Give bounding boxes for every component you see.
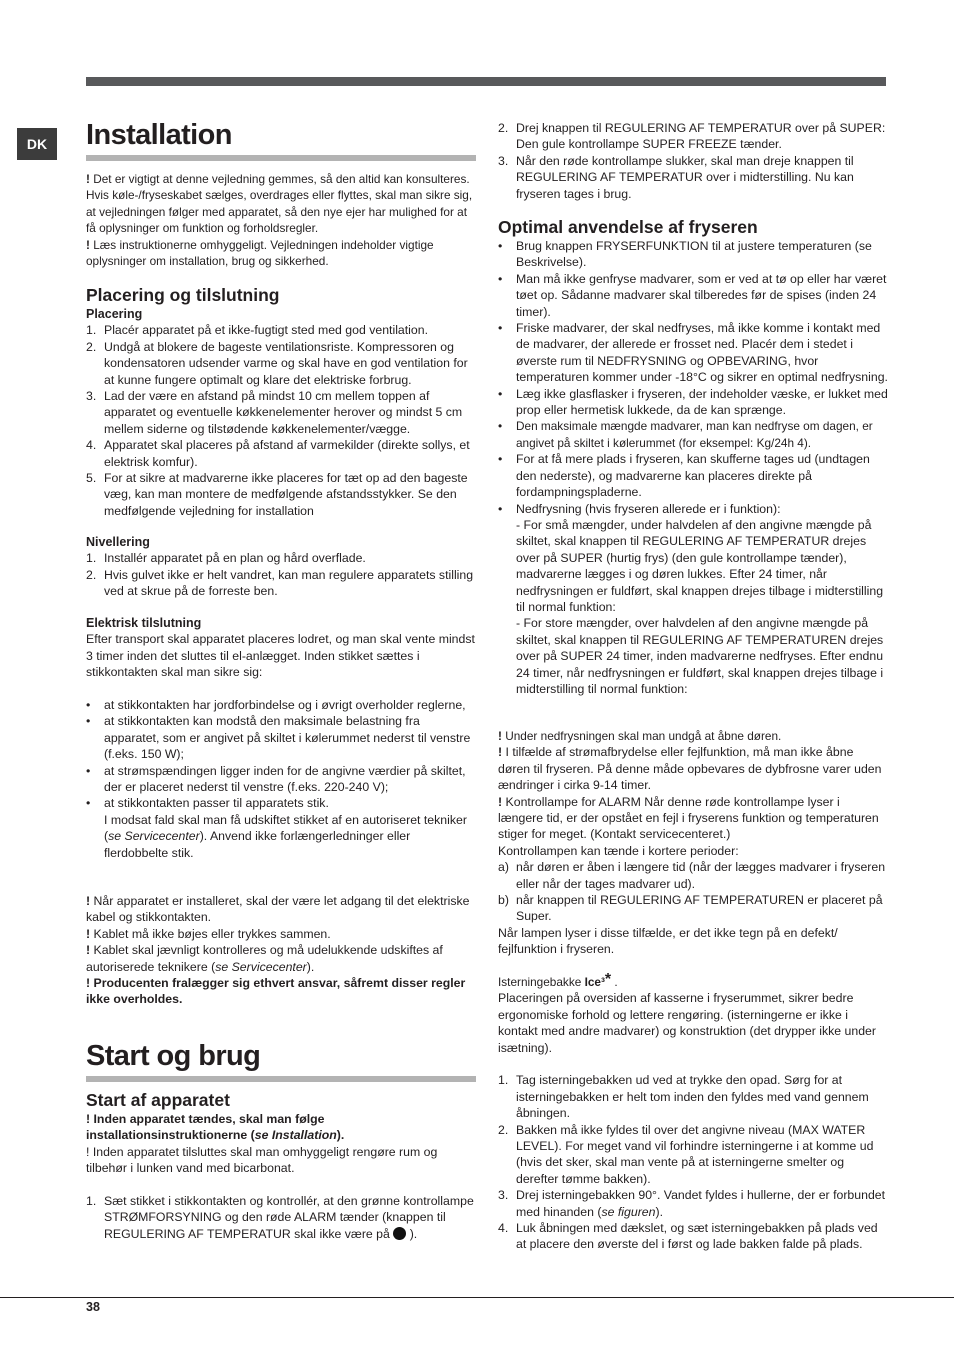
list-text: når døren er åben i længere tid (når der lægges madvarer i fryseren eller når der tages madvarer ud).: [516, 860, 886, 891]
list-item: [498, 1187, 888, 1220]
ice-brand: Ice³: [584, 975, 605, 989]
list-text: ).: [655, 1204, 663, 1219]
start-title-rule: [86, 1076, 476, 1082]
bullet-mark: •: [498, 501, 503, 516]
warning-text: Kablet må ikke bøjes eller trykkes sammen.: [93, 926, 331, 941]
list-continuation: [86, 812, 476, 861]
text-run: .: [614, 975, 618, 989]
list-number: 1.: [86, 551, 97, 566]
optimal-heading: Optimal anvendelse af fryseren: [498, 217, 758, 237]
installation-heading-block: [86, 117, 476, 161]
list-text: Sæt stikket i stikkontakten og kontrollér, at den grønne kontrollampe STRØMFORSYNING og den røde ALARM tænder (knappen til REGULERING AF TEMPERATUR skal ikke være på: [104, 1194, 474, 1241]
list-text: Hvis gulvet ikke er helt vandret, kan man regulere apparatets stilling ved at skrue på de forreste ben.: [104, 567, 474, 599]
list-item: [86, 1193, 476, 1242]
list-item: [86, 795, 476, 811]
language-tab: DK: [17, 128, 57, 160]
warning-text-italic: se Servicecenter: [215, 959, 307, 974]
placering-section: [86, 284, 476, 519]
list-text: Luk åbningen med dækslet, og sæt isterningebakken på plads ved at placere den øverste del i først og lade bakken falde på plads.: [516, 1221, 878, 1252]
warning-text: ).: [306, 959, 315, 974]
ice-tray-label: [498, 972, 888, 990]
warning-mark: !: [86, 172, 90, 186]
list-text: at stikkontakten passer til apparatets stik.: [104, 796, 329, 811]
start-note-2: ! Inden apparatet tilsluttes skal man omhyggeligt rengøre rum og tilbehør i lunken vand med bicarbonat.: [86, 1144, 438, 1176]
placering-subheading: Placering: [86, 307, 143, 321]
list-item: [498, 120, 888, 153]
list-item: [498, 238, 888, 271]
list-text: Man må ikke genfryse madvarer, som er ved at tø op eller har været tøet op. Sådanne madvarer skal tilberedes før de spises (inden 24 timer).: [516, 271, 887, 319]
placering-list: [86, 322, 476, 519]
start-title: Start og brug: [86, 1040, 261, 1072]
list-number: 1.: [86, 1194, 97, 1209]
intro-paragraph-2: [86, 237, 476, 270]
list-text: når knappen til REGULERING AF TEMPERATUREN er placeret på Super.: [516, 893, 883, 924]
intro-text-2: Læs instruktionerne omhyggeligt. Vejledningen indeholder vigtige oplysninger om installation, brug og sikkerhed.: [86, 237, 434, 269]
text-run: I modsat fald skal man få udskiftet stikket af en autoriseret tekniker (: [104, 812, 467, 844]
list-item: [498, 386, 888, 419]
bullet-mark: •: [498, 452, 503, 467]
nedfrys-small-amounts: - For små mængder, under halvdelen af den angivne mængde på skiltet, skal knappen til REGULERING AF TEMPERATUR drejes over på SUPER (hurtig frys) (den gule kontrollampe tænder), madvarerne lægges i og døren lukkes. Efter 24 timer, når nedfrysningen er fuldført, skal knappen drejes tilbage i midterstilling til normal funktion:: [516, 517, 884, 614]
nedfrys-large-amounts: - For store mængder, over halvdelen af den angivne mængde på skiltet, skal knappen til REGULERING AF TEMPERATUREN drejes over på SUPER 24 timer, inden madvarerne nedfryses. Efter endnu 24 timer, når nedfrysningen er fuldført, skal knappen drejes tilbage i midterstilling til normal funktion:: [516, 616, 884, 696]
note-2: [498, 744, 888, 793]
list-item: [86, 550, 476, 566]
list-item: [498, 501, 888, 517]
placering-heading: Placering og tilslutning: [86, 285, 280, 305]
text-run: ). Anvend ikke forlængerledninger eller flerdobbelte stik.: [104, 829, 411, 860]
note-3: [498, 794, 888, 843]
list-item: [86, 713, 476, 762]
list-number: 2.: [498, 121, 509, 135]
list-item: [86, 470, 476, 519]
list-item: [498, 859, 888, 892]
bullet-mark: •: [86, 714, 91, 729]
text-run: Isterningebakke: [498, 975, 582, 989]
warnings-block: [86, 893, 476, 1008]
note-text: Kontrollampe for ALARM Når denne røde kontrollampe lyser i længere tid, er der opstået en fejl i fryserens funktion og temperaturen stiger for meget. (Kontakt servicecenteret.): [498, 794, 879, 842]
list-text: Drej knappen til REGULERING AF TEMPERATUR over på SUPER: Den gule kontrollampe SUPER FREEZE tænder.: [516, 121, 886, 152]
list-number: 2.: [86, 567, 97, 582]
list-text: Brug knappen FRYSERFUNKTION til at justere temperaturen (se Beskrivelse).: [516, 239, 872, 270]
warning-mark: !: [498, 745, 503, 760]
list-item: [86, 763, 476, 796]
bullet-mark: •: [86, 796, 91, 811]
list-number: 5.: [86, 471, 97, 486]
list-text: Den maksimale mængde madvarer, man kan nedfryse om dagen, er angivet på skiltet i kølerummet (for eksempel: Kg/24h 4).: [516, 419, 873, 450]
list-text: at stikkontakten har jordforbindelse og i øvrigt overholder reglerne,: [104, 698, 466, 713]
list-text: For at få mere plads i fryseren, kan skufferne tages ud (undtagen den nederste), og madvarerne kan placeres direkte på fordampningspladerne.: [516, 452, 870, 500]
ice-tray-section: [498, 972, 888, 1253]
list-text: Nedfrysning (hvis fryseren allerede er i funktion):: [516, 501, 781, 516]
list-item: [498, 153, 888, 202]
list-number: 4.: [498, 1221, 509, 1236]
installation-title: Installation: [86, 119, 232, 151]
bullet-mark: •: [498, 239, 503, 253]
note-3-continued: Kontrollampen kan tænde i kortere perioder:: [498, 843, 739, 858]
list-text: at strømspændingen ligger inden for de angivne værdier på skiltet, der er placeret nederst til venstre (f.eks. 220-240 V);: [104, 763, 466, 795]
list-letter: a): [498, 860, 509, 875]
list-text: at stikkontakten kan modstå den maksimale belastning fra apparatet, som er angivet på skiltet i kølerummet nederst til venstre (f.eks. 150 W);: [104, 714, 471, 762]
elektrisk-subheading: Elektrisk tilslutning: [86, 616, 202, 630]
start-heading-block: [86, 1038, 476, 1082]
list-item: [86, 322, 476, 338]
list-item: [498, 418, 888, 451]
bullet-mark: •: [498, 271, 503, 286]
start-section: [86, 1089, 476, 1242]
list-number: 2.: [498, 1122, 509, 1137]
list-text: Tag isterningebakken ud ved at trykke den opad. Sørg for at isterningebakken er helt tom inden den fyldes med vand gennem åbningen.: [516, 1073, 869, 1121]
list-item: [86, 388, 476, 437]
list-text: Friske madvarer, der skal nedfryses, må ikke komme i kontakt med de madvarer, der allerede er frosset ned. Placér dem i stedet i øverste rum til NEDFRYSNING og OPBEVARING, hvor temperaturen kommer under -18°C og sikrer en optimal nedfrysning.: [516, 321, 888, 385]
top-rule: [86, 77, 886, 86]
list-text: Apparatet skal placeres på afstand af varmekilder (direkte sollys, et elektrisk komfur).: [104, 438, 470, 469]
list-number: 3.: [498, 153, 509, 168]
list-item: [498, 451, 888, 500]
start-bold-note: [86, 1111, 476, 1144]
list-item: [498, 1072, 888, 1121]
note-text: I tilfælde af strømafbrydelse eller fejlfunktion, må man ikke åbne døren til fryseren. På denne måde opbevares de dybfrosne varer uden ændringer i cirka 9-14 timer.: [498, 745, 882, 793]
list-item: [498, 1220, 888, 1253]
text-run-italic: se Installation: [254, 1128, 337, 1143]
start-steps-continued: [498, 120, 888, 202]
list-letter: b): [498, 893, 509, 908]
page-number: 38: [86, 1300, 100, 1314]
list-text: Bakken må ikke fyldes til over det angivne niveau (MAX WATER LEVEL). For meget vand vil forhindre isterningerne i at komme ud (hvis det sker, skal man vente på at isterningerne smelter og derefter tømme bakken).: [516, 1122, 874, 1186]
footer-rule: [0, 1297, 954, 1298]
freezer-notes: [498, 728, 888, 958]
note-1: [498, 728, 888, 744]
list-item: [86, 697, 476, 713]
list-text: Når den røde kontrollampe slukker, skal man dreje knappen til REGULERING AF TEMPERATUR over i midterstilling. Nu kan fryseren tages i brug.: [516, 153, 854, 201]
lamp-note-end: Når lampen lyser i disse tilfælde, er det ikke tegn på en defekt/ fejlfunktion i fryseren.: [498, 925, 838, 957]
list-text: For at sikre at madvarerne ikke placeres for tæt op ad den bageste væg, kan man montere de medfølgende afstandsstykker. Se den medfølgende vejledning for installation: [104, 471, 468, 518]
start-subheading: Start af apparatet: [86, 1090, 230, 1110]
warning-1: [86, 893, 476, 926]
list-text-italic: se figuren: [601, 1204, 656, 1219]
warning-3: [86, 942, 476, 975]
intro-paragraph-1: [86, 171, 476, 237]
list-item: [498, 1122, 888, 1188]
warning-mark: !: [86, 894, 91, 908]
list-item: [498, 320, 888, 386]
list-item: [86, 437, 476, 470]
list-number: 1.: [86, 323, 97, 338]
list-text: Drej isterningebakken 90°. Vandet fyldes i hullerne, der er forbundet med hinanden (: [516, 1188, 886, 1219]
note-text: Under nedfrysningen skal man undgå at åbne døren.: [505, 729, 782, 743]
text-run-italic: se Servicecenter: [108, 829, 200, 844]
text-run: ).: [336, 1128, 345, 1143]
list-item: [498, 271, 888, 320]
warning-4: ! Producenten fralægger sig ethvert ansvar, såfremt disser regler ikke overholdes.: [86, 976, 466, 1007]
list-text: Undgå at blokere de bageste ventilationsriste. Kompressoren og kondensatoren udsender varme og skal have en god ventilation for at kunne fungere optimalt og klare det elektriske forbrug.: [104, 339, 468, 387]
asterisk-icon: *: [604, 971, 612, 988]
list-text: Installér apparatet på en plan og hård overflade.: [104, 551, 366, 566]
nivellering-subheading: Nivellering: [86, 535, 150, 549]
list-number: 3.: [86, 389, 97, 404]
bullet-mark: •: [498, 386, 503, 401]
list-number: 3.: [498, 1188, 509, 1203]
intro-text-1: Det er vigtigt at denne vejledning gemmes, så den altid kan konsulteres. Hvis køle-/fryseskabet sælges, overdrages eller flyttes, skal man sikre sig, at vejledningen følger med apparatet, så den nye ejer har mulighed for at få oplysninger om funktion og forholdsregler.: [86, 172, 473, 236]
list-number: 4.: [86, 438, 97, 453]
warning-text: Når apparatet er installeret, skal der være let adgang til det elektriske kabel og stikkontakten.: [86, 894, 470, 925]
elektrisk-section: [86, 615, 476, 861]
bullet-mark: •: [86, 763, 91, 778]
list-item: [86, 567, 476, 600]
bullet-mark: •: [498, 419, 503, 434]
list-number: 2.: [86, 339, 97, 354]
list-number: 1.: [498, 1073, 509, 1088]
list-text: Placér apparatet på et ikke-fugtigt sted med god ventilation.: [104, 323, 429, 338]
installation-title-rule: [86, 155, 476, 161]
list-text: Lad der være en afstand på mindst 10 cm mellem toppen af apparatet og eventuelle køkkenelementer herover og mindst 5 cm mellem siderne og tilstødende køkkenelementer/vægge.: [104, 389, 463, 436]
ice-tray-description: Placeringen på oversiden af kasserne i fryserummet, sikrer bedre ergonomiske forhold og lettere rengøring. (isterningerne er ikke i kontakt med andre madvarer) og konstruktion (det drypper ikke under isætning).: [498, 991, 876, 1055]
list-item: [86, 339, 476, 388]
bullet-mark: •: [86, 698, 91, 713]
warning-mark: !: [86, 943, 91, 958]
warning-mark: !: [498, 729, 502, 743]
list-text: ).: [409, 1226, 418, 1241]
list-text: Læg ikke glasflasker i fryseren, der indeholder væske, er lukket med prop eller hermetisk lukkede, da de kan sprænge.: [516, 386, 888, 418]
warning-2: [86, 926, 476, 942]
installation-intro: [86, 171, 476, 269]
knob-position-dot-icon: [393, 1227, 406, 1240]
list-item: [498, 892, 888, 925]
optimal-section: [498, 216, 888, 697]
warning-mark: !: [86, 926, 91, 941]
nivellering-section: [86, 534, 476, 600]
warning-text: Kablet skal jævnligt kontrolleres og må udelukkende udskiftes af autoriserede teknikere (: [86, 943, 443, 974]
text-run: ! Inden apparatet tændes, skal man følge installationsinstruktionerne (: [86, 1112, 325, 1143]
bullet-mark: •: [498, 321, 503, 336]
warning-mark: !: [86, 237, 90, 252]
elektrisk-intro: Efter transport skal apparatet placeres lodret, og man skal vente mindst 3 timer inden det sluttes til el-anlægget. Inden stikket sættes i stikkontakten skal man sikre sig:: [86, 632, 475, 680]
warning-mark: !: [498, 794, 503, 809]
